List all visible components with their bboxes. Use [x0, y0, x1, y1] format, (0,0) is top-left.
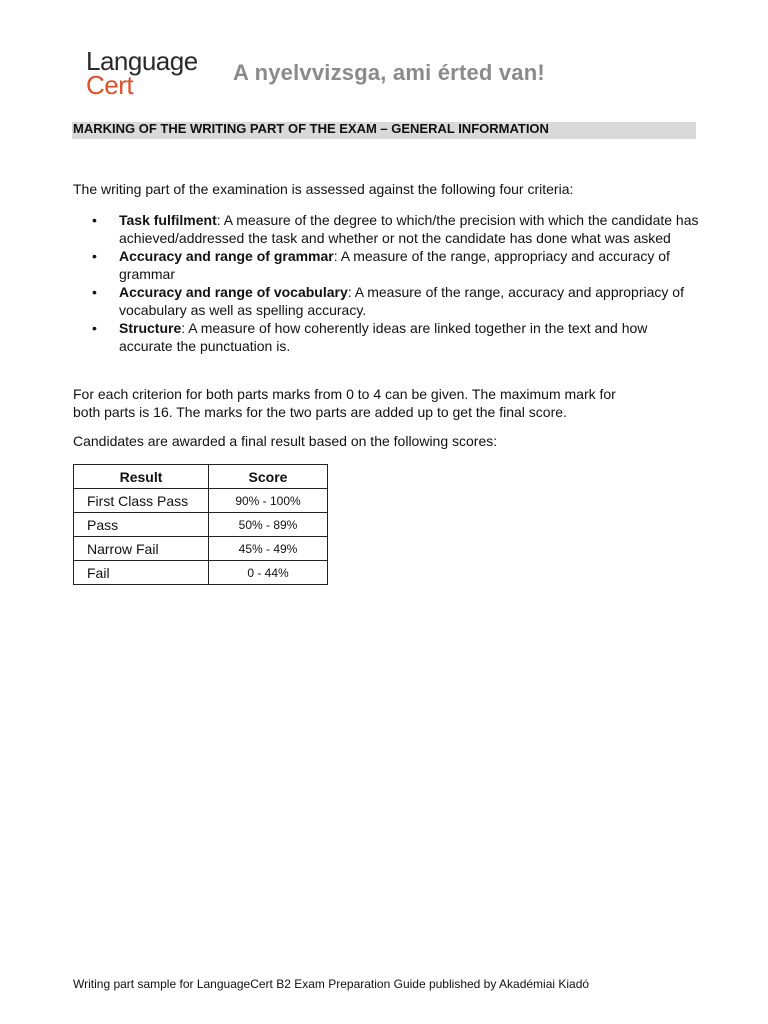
result-cell: Pass	[74, 513, 209, 537]
logo-word-language: Language	[86, 46, 198, 76]
page-footer: Writing part sample for LanguageCert B2 Exam Preparation Guide published by Akadémiai Kiadó	[73, 977, 590, 991]
score-cell: 0 - 44%	[209, 561, 328, 585]
score-cell: 45% - 49%	[209, 537, 328, 561]
score-cell: 50% - 89%	[209, 513, 328, 537]
criterion-description: : A measure of the degree to which/the precision with which the candidate has achieved/addressed the task and whether or not the candidate has done what was asked	[119, 212, 699, 246]
table-row	[74, 561, 328, 585]
criterion-item	[92, 211, 702, 247]
column-header-result: Result	[74, 465, 209, 489]
column-header-score: Score	[209, 465, 328, 489]
criterion-term: Task fulfilment	[119, 212, 217, 228]
awarded-paragraph: Candidates are awarded a final result based on the following scores:	[73, 433, 498, 449]
bullet-icon: •	[92, 212, 97, 228]
criterion-description: : A measure of the range, appropriacy and accuracy of grammar	[119, 248, 670, 282]
criterion-item	[92, 247, 702, 283]
table-row	[74, 537, 328, 561]
criterion-description: : A measure of the range, accuracy and appropriacy of vocabulary as well as spelling accuracy.	[119, 284, 684, 318]
criteria-list	[92, 211, 702, 355]
intro-paragraph: The writing part of the examination is assessed against the following four criteria:	[73, 181, 574, 197]
table-row	[74, 489, 328, 513]
logo-word-cert: Cert	[86, 70, 134, 100]
bullet-icon: •	[92, 284, 97, 300]
score-cell: 90% - 100%	[209, 489, 328, 513]
table-row	[74, 513, 328, 537]
result-cell: Fail	[74, 561, 209, 585]
criterion-term: Structure	[119, 320, 182, 336]
languagecert-logo	[86, 48, 198, 98]
table-header-row	[74, 465, 328, 489]
criterion-term: Accuracy and range of grammar	[119, 248, 334, 264]
criterion-item	[92, 319, 702, 355]
result-cell: Narrow Fail	[74, 537, 209, 561]
criterion-item	[92, 283, 702, 319]
criterion-term: Accuracy and range of vocabulary	[119, 284, 348, 300]
results-table	[73, 464, 328, 585]
section-heading: MARKING OF THE WRITING PART OF THE EXAM – GENERAL INFORMATION	[73, 121, 549, 136]
marks-paragraph: For each criterion for both parts marks from 0 to 4 can be given. The maximum mark for both parts is 16. The marks for the two parts are added up to get the final score.	[73, 386, 616, 420]
criterion-description: : A measure of how coherently ideas are linked together in the text and how accurate the punctuation is.	[119, 320, 648, 354]
bullet-icon: •	[92, 248, 97, 264]
result-cell: First Class Pass	[74, 489, 209, 513]
tagline: A nyelvvizsga, ami érted van!	[233, 60, 545, 85]
bullet-icon: •	[92, 320, 97, 336]
